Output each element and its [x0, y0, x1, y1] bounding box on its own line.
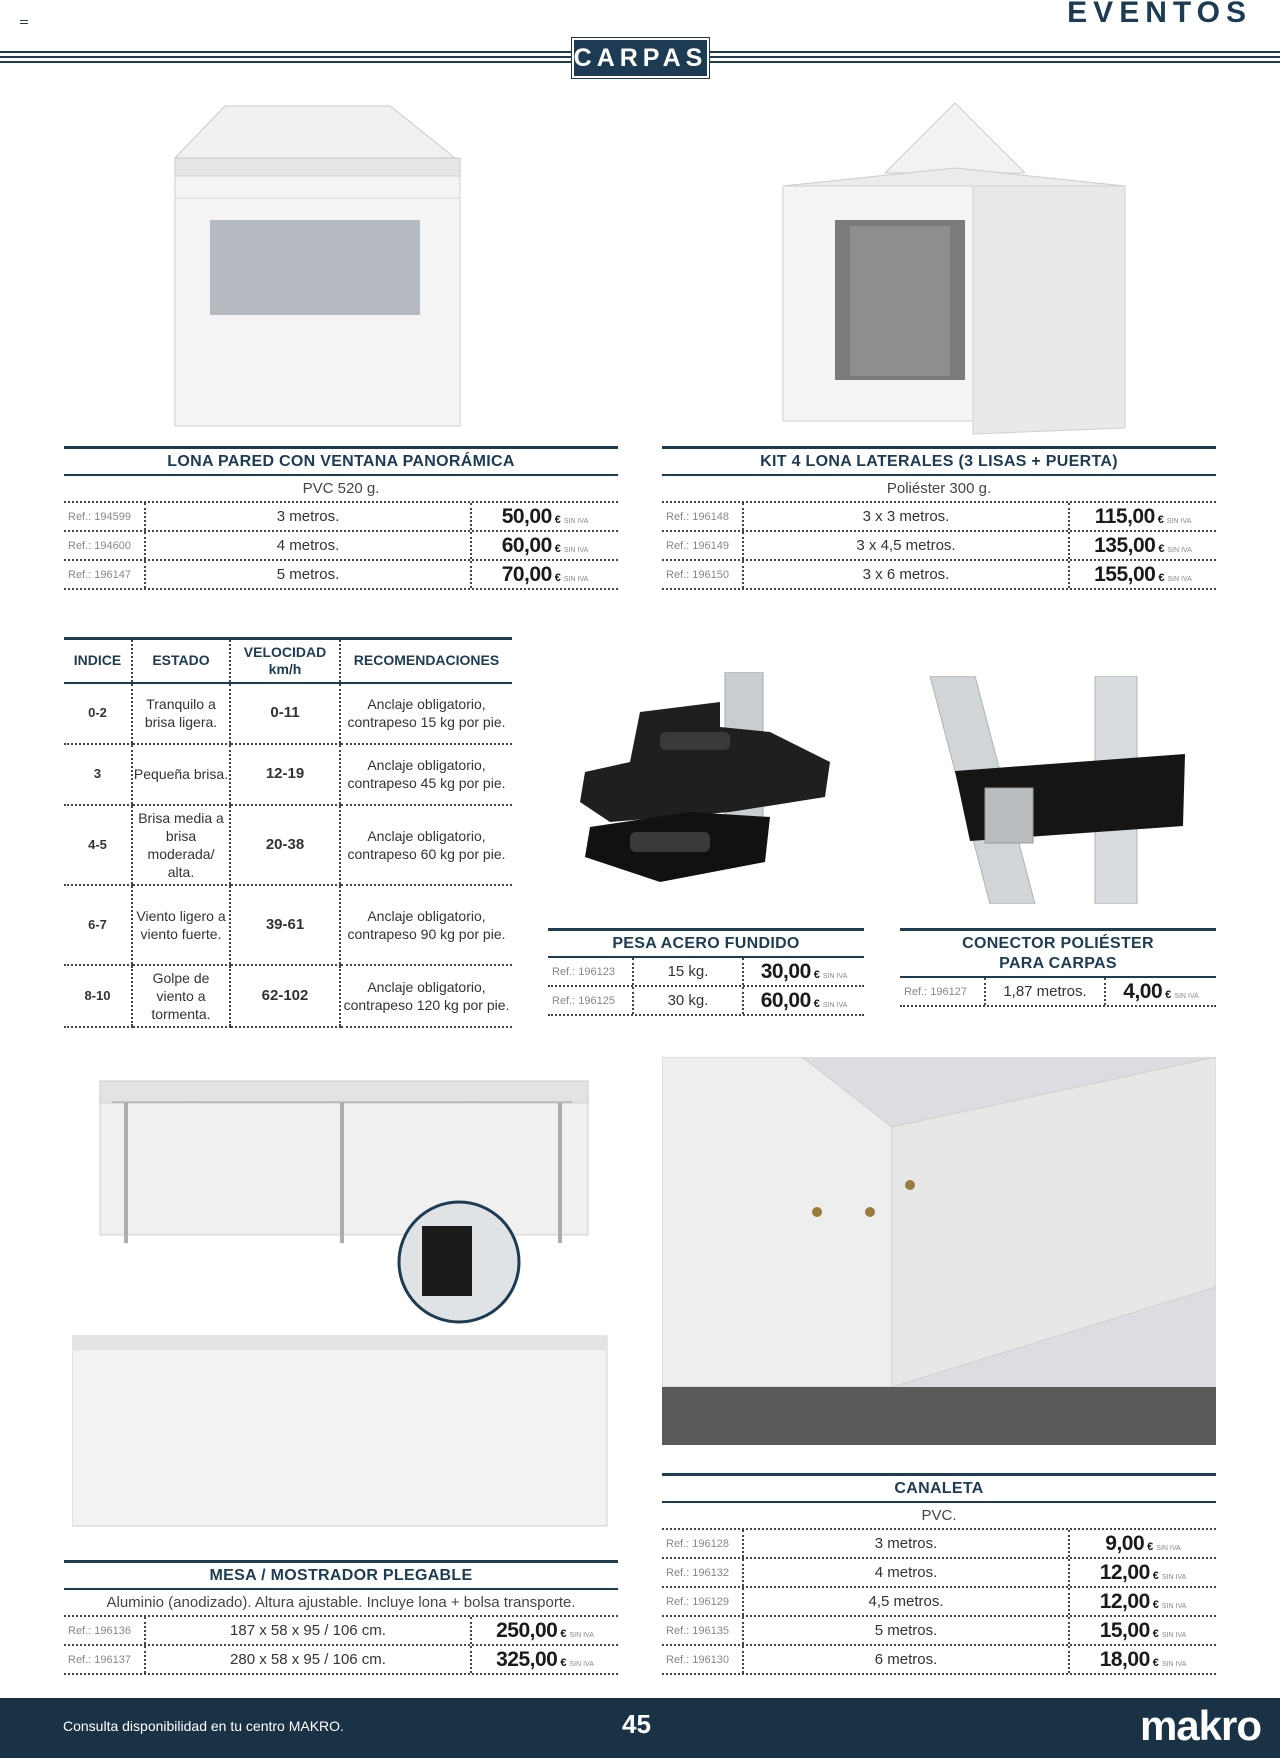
- wind-speed: 39-61: [230, 885, 340, 965]
- canaleta-image: [662, 1057, 1216, 1445]
- lona-pared-image: [170, 98, 520, 428]
- wind-table-header: [64, 639, 512, 683]
- table-row: [900, 978, 1216, 1007]
- ref-code: Ref.: 196123: [548, 958, 634, 985]
- availability-note: Consulta disponibilidad en tu centro MAKRO.: [63, 1718, 344, 1734]
- product-title: LONA PARED CON VENTANA PANORÁMICA: [64, 446, 618, 476]
- makro-logo: makro: [1139, 1702, 1261, 1749]
- product-conector: [900, 928, 1216, 1007]
- table-row: [64, 561, 618, 590]
- wind-speed: 12-19: [230, 744, 340, 805]
- product-title: PESA ACERO FUNDIDO: [548, 928, 864, 958]
- ref-code: Ref.: 196128: [662, 1530, 744, 1557]
- table-row: [64, 683, 512, 744]
- kit-laterales-image: [775, 98, 1135, 438]
- table-row: [64, 503, 618, 532]
- price: 4,00 € SIN IVA: [1123, 980, 1199, 1003]
- wind-speed: 62-102: [230, 965, 340, 1027]
- ref-code: Ref.: 194599: [64, 503, 146, 530]
- table-row: [662, 1559, 1216, 1588]
- ref-code: Ref.: 196150: [662, 561, 744, 588]
- table-row: [662, 561, 1216, 590]
- ref-code: Ref.: 194600: [64, 532, 146, 559]
- price: 15,00 € SIN IVA: [1099, 1619, 1187, 1642]
- table-row: [64, 885, 512, 965]
- length-label: 1,87 metros.: [986, 978, 1106, 1005]
- page-number: 45: [622, 1709, 651, 1739]
- product-mesa: [64, 1560, 618, 1675]
- table-row: [662, 532, 1216, 561]
- weight-label: 30 kg.: [634, 987, 744, 1014]
- product-title: CONECTOR POLIÉSTER PARA CARPAS: [900, 928, 1216, 978]
- length-label: 6 metros.: [744, 1646, 1070, 1673]
- table-row: [662, 1646, 1216, 1675]
- price: 18,00 € SIN IVA: [1099, 1648, 1187, 1671]
- price: 115,00 € SIN IVA: [1094, 505, 1192, 528]
- product-subtitle: Aluminio (anodizado). Altura ajustable. Incluye lona + bolsa transporte.: [64, 1590, 618, 1617]
- table-row: [64, 1646, 618, 1675]
- size-label: 3 x 3 metros.: [744, 503, 1070, 530]
- table-row: [64, 744, 512, 805]
- ref-code: Ref.: 196148: [662, 503, 744, 530]
- size-label: 5 metros.: [146, 561, 472, 588]
- table-row: [662, 1617, 1216, 1646]
- table-row: [662, 1588, 1216, 1617]
- ref-code: Ref.: 196129: [662, 1588, 744, 1615]
- mesa-image: [72, 1076, 612, 1531]
- wind-index: 4-5: [64, 805, 132, 885]
- product-subtitle: PVC.: [662, 1503, 1216, 1530]
- product-title: KIT 4 LONA LATERALES (3 LISAS + PUERTA): [662, 446, 1216, 476]
- ref-code: Ref.: 196149: [662, 532, 744, 559]
- weight-label: 15 kg.: [634, 958, 744, 985]
- wind-index: 3: [64, 744, 132, 805]
- length-label: 3 metros.: [744, 1530, 1070, 1557]
- table-row: [548, 958, 864, 987]
- wind-recommendation: Anclaje obligatorio, contrapeso 45 kg por pie.: [340, 744, 512, 805]
- ref-code: Ref.: 196147: [64, 561, 146, 588]
- wind-index: 6-7: [64, 885, 132, 965]
- product-title: CANALETA: [662, 1473, 1216, 1503]
- wind-speed: 20-38: [230, 805, 340, 885]
- size-label: 4 metros.: [146, 532, 472, 559]
- product-pesa: [548, 928, 864, 1016]
- product-kit-laterales: [662, 446, 1216, 590]
- ref-code: Ref.: 196132: [662, 1559, 744, 1586]
- header-recomendaciones: RECOMENDACIONES: [340, 639, 512, 683]
- price: 12,00 € SIN IVA: [1099, 1561, 1187, 1584]
- price: 70,00 € SIN IVA: [501, 563, 589, 586]
- header-estado: ESTADO: [132, 639, 230, 683]
- wind-state: Tranquilo a brisa ligera.: [132, 683, 230, 744]
- price: 9,00 € SIN IVA: [1105, 1532, 1181, 1555]
- size-label: 3 x 4,5 metros.: [744, 532, 1070, 559]
- price: 135,00 € SIN IVA: [1094, 534, 1192, 557]
- price: 12,00 € SIN IVA: [1099, 1590, 1187, 1613]
- price: 60,00 € SIN IVA: [501, 534, 589, 557]
- wind-index: 8-10: [64, 965, 132, 1027]
- wind-table: [64, 637, 512, 1028]
- price: 50,00 € SIN IVA: [501, 505, 589, 528]
- length-label: 5 metros.: [744, 1617, 1070, 1644]
- product-title: MESA / MOSTRADOR PLEGABLE: [64, 1560, 618, 1590]
- wind-speed: 0-11: [230, 683, 340, 744]
- product-canaleta: [662, 1473, 1216, 1675]
- product-subtitle: Poliéster 300 g.: [662, 476, 1216, 503]
- header-velocidad: VELOCIDAD km/h: [230, 639, 340, 683]
- wind-recommendation: Anclaje obligatorio, contrapeso 90 kg por pie.: [340, 885, 512, 965]
- footer: [0, 1698, 1280, 1758]
- table-row: [64, 532, 618, 561]
- wind-recommendation: Anclaje obligatorio, contrapeso 60 kg por pie.: [340, 805, 512, 885]
- category-badge: CARPAS: [572, 38, 709, 78]
- length-label: 4,5 metros.: [744, 1588, 1070, 1615]
- size-label: 280 x 58 x 95 / 106 cm.: [146, 1646, 472, 1673]
- size-label: 187 x 58 x 95 / 106 cm.: [146, 1617, 472, 1644]
- ref-code: Ref.: 196125: [548, 987, 634, 1014]
- price: 250,00 € SIN IVA: [496, 1619, 594, 1642]
- table-row: [64, 1617, 618, 1646]
- ref-code: Ref.: 196127: [900, 978, 986, 1005]
- table-row: [64, 805, 512, 885]
- wind-state: Golpe de viento a tormenta.: [132, 965, 230, 1027]
- wind-state: Pequeña brisa.: [132, 744, 230, 805]
- menu-icon: [20, 20, 28, 24]
- wind-state: Brisa media a brisa moderada/ alta.: [132, 805, 230, 885]
- price: 325,00 € SIN IVA: [496, 1648, 594, 1671]
- product-subtitle: PVC 520 g.: [64, 476, 618, 503]
- ref-code: Ref.: 196130: [662, 1646, 744, 1673]
- size-label: 3 x 6 metros.: [744, 561, 1070, 588]
- table-row: [64, 965, 512, 1027]
- length-label: 4 metros.: [744, 1559, 1070, 1586]
- header-indice: INDICE: [64, 639, 132, 683]
- conector-image: [925, 676, 1190, 904]
- ref-code: Ref.: 196135: [662, 1617, 744, 1644]
- product-lona-pared: [64, 446, 618, 590]
- ref-code: Ref.: 196137: [64, 1646, 146, 1673]
- wind-recommendation: Anclaje obligatorio, contrapeso 120 kg por pie.: [340, 965, 512, 1027]
- price: 30,00 € SIN IVA: [760, 960, 848, 983]
- pesa-image: [570, 672, 840, 902]
- table-row: [662, 503, 1216, 532]
- wind-recommendation: Anclaje obligatorio, contrapeso 15 kg por pie.: [340, 683, 512, 744]
- price: 60,00 € SIN IVA: [760, 989, 848, 1012]
- ref-code: Ref.: 196136: [64, 1617, 146, 1644]
- section-title: EVENTOS: [1067, 0, 1252, 29]
- size-label: 3 metros.: [146, 503, 472, 530]
- table-row: [662, 1530, 1216, 1559]
- price: 155,00 € SIN IVA: [1094, 563, 1192, 586]
- table-row: [548, 987, 864, 1016]
- wind-state: Viento ligero a viento fuerte.: [132, 885, 230, 965]
- wind-index: 0-2: [64, 683, 132, 744]
